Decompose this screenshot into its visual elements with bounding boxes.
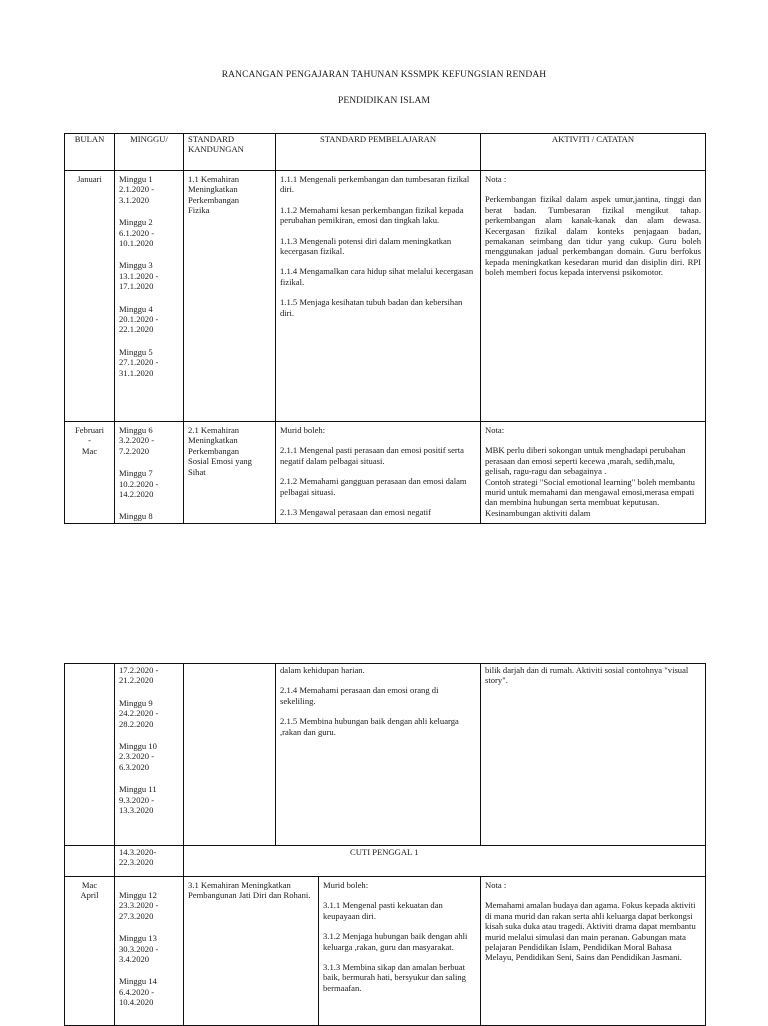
week-entry: Minggu 14 6.4.2020 - 10.4.2020 <box>119 976 157 1008</box>
aktiviti-text: Memahami amalan budaya dan agama. Fokus kepada aktiviti di mana murid dan rakan serta ahli keluarga dapat berkongsi kisah suka duka atau tragedi. Aktiviti drama dapat membantu murid melalui simulasi dan main peranan. Gabungan mata pelajaran Pendidikan Islam, Pendidikan Moral Bahasa Melayu, Pendidikan Seni, Sains dan Pendidikan Jasmani. <box>485 900 696 963</box>
learning-standard-item: 2.1.1 Mengenal pasti perasaan dan emosi positif serta negatif dalam pelbagai situasi. <box>280 445 464 466</box>
week-entry: Minggu 12 23.3.2020 - 27.3.2020 <box>119 890 159 921</box>
learning-standard-item: 1.1.1 Mengenali perkembangan dan tumbesaran fizikal diri. <box>280 174 470 195</box>
header-standard-kandungan: STANDARD KANDUNGAN <box>184 134 276 171</box>
week-entry: Minggu 3 13.1.2020 - 17.1.2020 <box>119 260 159 292</box>
bulan-cell <box>65 664 115 846</box>
week-entry: Minggu 9 24.2.2020 - 28.2.2020 <box>119 697 159 729</box>
header-aktiviti-catatan: AKTIVITI / CATATAN <box>481 134 706 171</box>
bulan-cell: Mac April <box>65 877 115 1026</box>
learning-standard-item: 1.1.5 Menjaga kesihatan tubuh badan dan kebersihan diri. <box>280 297 463 318</box>
nota-label: Nota : <box>485 880 507 890</box>
learning-standard-item: 1.1.3 Mengenali potensi diri dalam meningkatkan kecergasan fizikal. <box>280 235 452 257</box>
aktiviti-cell <box>481 877 706 1026</box>
standard-kandungan-cell: 3.1 Kemahiran Meningkatkan Pembangunan Jati Diri dan Rohani. <box>184 877 319 1026</box>
holiday-dates: 14.3.2020- 22.3.2020 <box>115 846 184 877</box>
standard-pembelajaran-cell <box>319 877 481 1026</box>
learning-standard-item: 3.1.3 Membina sikap dan amalan berbuat baik, bermurah hati, bersyukur dan saling bermaafan. <box>323 962 466 993</box>
week-entry: Minggu 8 <box>119 511 153 521</box>
aktiviti-cell <box>481 422 706 524</box>
aktiviti-text: MBK perlu diberi sokongan untuk menghadapi perubahan perasaan dan emosi seperti kecewa ,marah, sedih,malu, gelisah, ragu-ragu dan sebagainya . Contoh strategi "Social emotional learning" boleh membantu murid untuk memahami dan mengawal emosi,merasa empati dan membina hubungan serta membuat keputusan. Kesinambungan aktiviti dalam <box>485 445 695 518</box>
week-entry: Minggu 13 30.3.2020 - 3.4.2020 <box>119 933 159 965</box>
table-row <box>65 664 706 846</box>
holiday-label: CUTI PENGGAL 1 <box>350 847 419 857</box>
week-entry: Minggu 6 3.2.2020 - 7.2.2020 <box>119 425 155 456</box>
table-row <box>65 171 706 422</box>
table-row <box>65 422 706 524</box>
table-header-row <box>65 134 706 171</box>
minggu-cell <box>115 877 184 1026</box>
week-entry: Minggu 5 27.1.2020 - 31.1.2020 <box>119 346 159 378</box>
aktiviti-text: bilik darjah dan di rumah. Aktiviti sosial contohnya "visual story". <box>485 665 689 686</box>
minggu-cell <box>115 422 184 524</box>
document-subtitle: PENDIDIKAN ISLAM <box>337 96 431 106</box>
bulan-cell: Januari <box>65 171 115 422</box>
week-entry: Minggu 2 6.1.2020 - 10.1.2020 <box>119 217 155 249</box>
header-minggu: MINGGU/ <box>115 134 184 171</box>
header-bulan: BULAN <box>65 134 115 171</box>
learning-standard-item: 3.1.2 Menjaga hubungan baik dengan ahli keluarga ,rakan, guru dan masyarakat. <box>323 931 468 952</box>
bulan-cell: Februari - Mac <box>65 422 115 524</box>
learning-standard-item: 2.1.5 Membina hubungan baik dengan ahli keluarga ,rakan dan guru. <box>280 716 459 737</box>
week-entry: 17.2.2020 - 21.2.2020 <box>119 665 159 686</box>
nota-label: Nota : <box>485 174 507 184</box>
table-row <box>65 877 706 1026</box>
learning-standard-item: 1.1.4 Mengamalkan cara hidup sihat melalui kecergasan fizikal. <box>280 266 474 287</box>
holiday-label-cell <box>184 846 706 877</box>
minggu-cell <box>115 171 184 422</box>
aktiviti-cell <box>481 664 706 846</box>
week-entry: Minggu 7 10.2.2020 - 14.2.2020 <box>119 468 159 500</box>
minggu-cell <box>115 664 184 846</box>
sp-intro: Murid boleh: <box>323 880 369 890</box>
week-entry: Minggu 4 20.1.2020 - 22.1.2020 <box>119 303 159 335</box>
learning-standard-item: 2.1.3 Mengawal perasaan dan emosi negatif <box>280 507 432 518</box>
sp-intro: Murid boleh: <box>280 425 326 435</box>
aktiviti-cell <box>481 171 706 422</box>
header-standard-pembelajaran: STANDARD PEMBELAJARAN <box>276 134 481 171</box>
standard-pembelajaran-cell <box>276 664 481 846</box>
aktiviti-text: Perkembangan fizikal dalam aspek umur,jantina, tinggi dan berat badan. Tumbesaran fizikal mengikut tahap. perkembangan alam kanak-kanak dan alam dewasa. Kecergasan fizikal dalam konteks penjagaan badan, pemakanan seimbang dan tidur yang cukup. Guru boleh menggunakan jadual perkembangan domain. Guru berfokus kepada meningkatkan kesedaran murid dan disiplin diri. RPI boleh memberi focus kepada intervensi psikomotor. <box>485 194 701 278</box>
standard-kandungan-cell: 2.1 Kemahiran Meningkatkan Perkembangan Sosial Emosi yang Sihat <box>184 422 276 524</box>
standard-pembelajaran-cell <box>276 422 481 524</box>
learning-standard-item: 2.1.4 Memahami perasaan dan emosi orang di sekeliling. <box>280 685 439 706</box>
holiday-row <box>65 846 706 877</box>
standard-kandungan-cell: 1.1 Kemahiran Meningkatkan Perkembangan Fizika <box>184 171 276 422</box>
plan-table-page-2 <box>64 663 706 1026</box>
plan-table-page-1 <box>64 133 706 524</box>
week-entry: Minggu 10 2.3.2020 - 6.3.2020 <box>119 741 157 772</box>
document-title: RANCANGAN PENGAJARAN TAHUNAN KSSMPK KEFUNGSIAN RENDAH <box>221 70 547 80</box>
standard-pembelajaran-cell <box>276 171 481 422</box>
standard-kandungan-cell <box>184 664 276 846</box>
nota-label: Nota: <box>485 425 505 435</box>
learning-standard-item: 1.1.2 Memahami kesan perkembangan fizikal kepada perubahan pemikiran, emosi dan tingkah laku. <box>280 204 464 226</box>
week-entry: Minggu 1 2.1.2020 - 3.1.2020 <box>119 174 155 205</box>
learning-standard-item: 2.1.2 Memahami gangguan perasaan dan emosi dalam pelbagai situasi. <box>280 476 467 497</box>
learning-standard-item: 3.1.1 Mengenal pasti kekuatan dan keupayaan diri. <box>323 900 443 921</box>
week-entry: Minggu 11 9.3.2020 - 13.3.2020 <box>119 784 157 816</box>
bulan-cell <box>65 846 115 877</box>
learning-standard-item: dalam kehidupan harian. <box>280 665 365 675</box>
